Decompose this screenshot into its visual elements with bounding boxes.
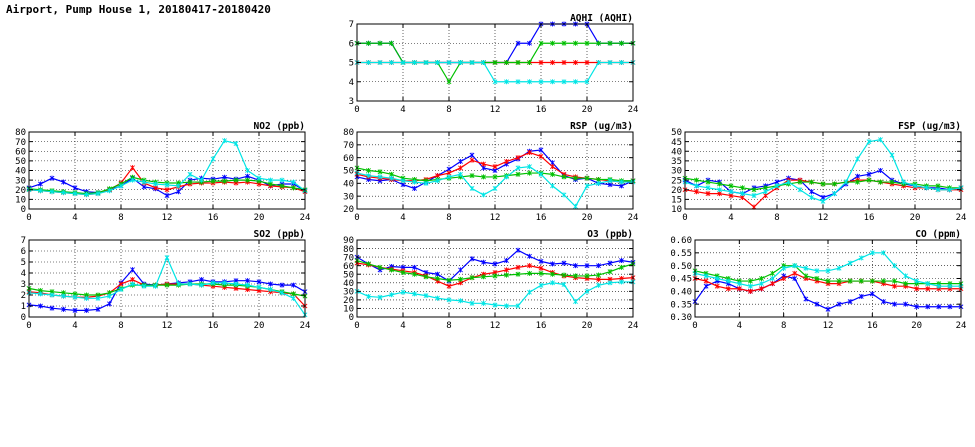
- chart-title-rsp: RSP (ug/m3): [570, 121, 633, 132]
- chart-panel-o3: [333, 228, 638, 333]
- ytick-label: 0.40: [670, 287, 692, 298]
- ytick-label: 30: [343, 287, 354, 298]
- ytick-label: 6: [348, 39, 354, 50]
- ytick-label: 1: [20, 302, 26, 313]
- ytick-label: 80: [343, 244, 354, 255]
- chart-panel-so2: [5, 228, 310, 333]
- ytick-label: 2: [20, 291, 26, 302]
- xtick-label: 4: [728, 213, 734, 223]
- ytick-label: 20: [343, 296, 354, 307]
- ytick-label: 0: [20, 313, 26, 324]
- xtick-label: 20: [253, 213, 265, 223]
- xtick-label: 4: [400, 321, 406, 331]
- xtick-label: 0: [682, 213, 688, 223]
- chart-title-so2: SO2 (ppb): [253, 229, 305, 240]
- ytick-label: 50: [343, 270, 354, 281]
- chart-panel-no2: [5, 120, 310, 225]
- ytick-label: 7: [20, 236, 26, 247]
- xtick-label: 0: [354, 321, 360, 331]
- chart-title-o3: O3 (ppb): [587, 229, 633, 240]
- ytick-label: 20: [343, 205, 354, 216]
- ytick-label: 0.35: [670, 300, 692, 311]
- ytick-label: 25: [671, 176, 682, 187]
- chart-panel-fsp: [661, 120, 966, 225]
- ytick-label: 4: [20, 269, 26, 280]
- chart-svg-no2: [5, 120, 310, 225]
- ytick-label: 50: [15, 157, 26, 168]
- xtick-label: 12: [817, 213, 829, 223]
- xtick-label: 24: [955, 213, 966, 223]
- xtick-label: 8: [446, 213, 452, 223]
- xtick-label: 20: [581, 321, 593, 331]
- ytick-label: 90: [343, 236, 354, 247]
- xtick-label: 16: [207, 321, 219, 331]
- ytick-label: 20: [15, 185, 26, 196]
- ytick-label: 40: [671, 147, 682, 158]
- chart-svg-aqhi: [333, 12, 638, 117]
- xtick-label: 8: [780, 321, 787, 331]
- page-title: Airport, Pump House 1, 20180417-20180420: [6, 3, 271, 16]
- ytick-label: 5: [348, 58, 354, 69]
- xtick-label: 24: [299, 321, 310, 331]
- xtick-label: 0: [26, 213, 32, 223]
- xtick-label: 8: [118, 321, 124, 331]
- ytick-label: 0.50: [670, 261, 692, 272]
- ytick-label: 0.60: [670, 236, 692, 247]
- xtick-label: 8: [446, 321, 452, 331]
- chart-svg-so2: [5, 228, 310, 333]
- xtick-label: 8: [118, 213, 124, 223]
- xtick-label: 16: [863, 213, 875, 223]
- xtick-label: 8: [774, 213, 780, 223]
- ytick-label: 30: [671, 166, 682, 177]
- ytick-label: 50: [671, 128, 682, 139]
- ytick-label: 35: [671, 157, 682, 168]
- xtick-label: 4: [72, 321, 78, 331]
- ytick-label: 40: [15, 166, 26, 177]
- chart-svg-rsp: [333, 120, 638, 225]
- xtick-label: 8: [446, 105, 452, 115]
- ytick-label: 30: [343, 192, 354, 203]
- ytick-label: 70: [343, 253, 354, 264]
- ytick-label: 10: [343, 304, 354, 315]
- ytick-label: 0.55: [670, 249, 692, 260]
- xtick-label: 20: [581, 105, 593, 115]
- ytick-label: 60: [343, 261, 354, 272]
- xtick-label: 20: [581, 213, 593, 223]
- xtick-label: 24: [627, 213, 638, 223]
- ytick-label: 50: [343, 166, 354, 177]
- ytick-label: 0.30: [670, 313, 692, 324]
- ytick-label: 3: [348, 97, 354, 108]
- chart-title-aqhi: AQHI (AQHI): [570, 13, 633, 24]
- ytick-label: 40: [343, 179, 354, 190]
- xtick-label: 0: [354, 105, 360, 115]
- ytick-label: 60: [15, 147, 26, 158]
- ytick-label: 5: [20, 258, 26, 269]
- chart-title-co: CO (ppm): [915, 229, 961, 240]
- xtick-label: 24: [627, 105, 638, 115]
- ytick-label: 70: [343, 141, 354, 152]
- chart-svg-fsp: [661, 120, 966, 225]
- chart-svg-co: [661, 228, 966, 333]
- ytick-label: 40: [343, 278, 354, 289]
- ytick-label: 15: [671, 195, 682, 206]
- ytick-label: 70: [15, 137, 26, 148]
- xtick-label: 20: [253, 321, 265, 331]
- xtick-label: 12: [161, 321, 173, 331]
- ytick-label: 7: [348, 20, 354, 31]
- xtick-label: 4: [400, 105, 406, 115]
- xtick-label: 12: [489, 213, 501, 223]
- ytick-label: 3: [20, 280, 26, 291]
- xtick-label: 4: [400, 213, 406, 223]
- chart-title-no2: NO2 (ppb): [253, 121, 305, 132]
- ytick-label: 60: [343, 153, 354, 164]
- xtick-label: 4: [72, 213, 78, 223]
- ytick-label: 10: [15, 195, 26, 206]
- xtick-label: 12: [489, 105, 501, 115]
- xtick-label: 24: [627, 321, 638, 331]
- chart-panel-co: [661, 228, 966, 333]
- ytick-label: 4: [348, 77, 354, 88]
- ytick-label: 80: [15, 128, 26, 139]
- xtick-label: 12: [822, 321, 834, 331]
- xtick-label: 16: [207, 213, 219, 223]
- xtick-label: 20: [909, 213, 921, 223]
- xtick-label: 12: [161, 213, 173, 223]
- chart-panel-aqhi: [333, 12, 638, 117]
- xtick-label: 0: [354, 213, 360, 223]
- ytick-label: 0: [348, 313, 354, 324]
- xtick-label: 24: [299, 213, 310, 223]
- ytick-label: 20: [671, 185, 682, 196]
- chart-panel-rsp: [333, 120, 638, 225]
- xtick-label: 0: [692, 321, 698, 331]
- xtick-label: 16: [535, 105, 547, 115]
- ytick-label: 0.45: [670, 274, 692, 285]
- ytick-label: 45: [671, 137, 682, 148]
- xtick-label: 24: [955, 321, 966, 331]
- chart-title-fsp: FSP (ug/m3): [898, 121, 961, 132]
- xtick-label: 4: [736, 321, 743, 331]
- ytick-label: 80: [343, 128, 354, 139]
- ytick-label: 10: [671, 205, 682, 216]
- chart-svg-o3: [333, 228, 638, 333]
- xtick-label: 16: [866, 321, 878, 331]
- ytick-label: 0: [20, 205, 26, 216]
- ytick-label: 6: [20, 247, 26, 258]
- xtick-label: 16: [535, 213, 547, 223]
- xtick-label: 12: [489, 321, 501, 331]
- xtick-label: 0: [26, 321, 32, 331]
- xtick-label: 20: [911, 321, 923, 331]
- xtick-label: 16: [535, 321, 547, 331]
- ytick-label: 30: [15, 176, 26, 187]
